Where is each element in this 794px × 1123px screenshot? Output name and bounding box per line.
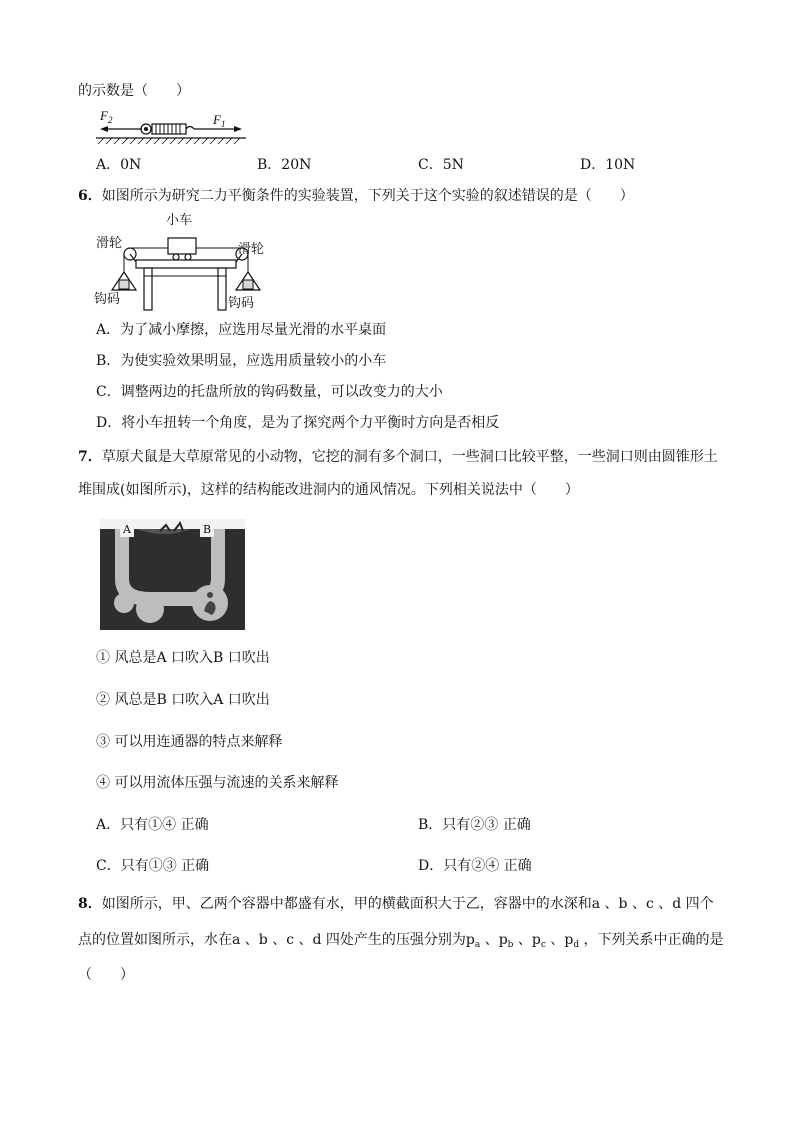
- pulley-right-label: 滑轮: [238, 242, 265, 257]
- weight-right-label: 钩码: [228, 296, 255, 311]
- pulley-left-label: 滑轮: [96, 236, 123, 251]
- q6-option-c: C．调整两边的托盘所放的钩码数量，可以改变力的大小: [96, 384, 443, 400]
- q7-statement-4: ④ 可以用流体压强与流速的关系来解释: [96, 775, 339, 791]
- q8-stem-line2: 点的位置如图所示，水在a 、b 、c 、d 四处产生的压强分别为$p_a$ 、$p_b$ 、$p_c$ 、$p_d$ ，下列关系中正确的是: [78, 932, 724, 950]
- q6-stem: 6．如图所示为研究二力平衡条件的实验装置，下列关于这个实验的叙述错误的是（ ）: [78, 188, 634, 204]
- q7-stem-line1: 7．草原犬鼠是大草原常见的小动物，它挖的洞有多个洞口，一些洞口比较平整，一些洞口则由圆锥形土: [78, 449, 718, 465]
- force-f1-label: $F_1$: [213, 112, 226, 129]
- force-f2-label: $F_2$: [100, 108, 113, 125]
- two-force-balance-figure: [92, 210, 272, 314]
- q8-stem-line3: （ ）: [78, 967, 134, 983]
- q8-stem-line1: 8．如图所示，甲、乙两个容器中都盛有水，甲的横截面积大于乙，容器中的水深和a 、b 、c 、d 四个: [78, 896, 714, 912]
- spring-scale-figure: [96, 108, 248, 144]
- cart-label: 小车: [166, 213, 193, 228]
- prairie-dog-burrow-figure: [100, 519, 245, 630]
- burrow-diagram: [100, 519, 245, 630]
- q7-statement-1: ① 风总是A 口吹入B 口吹出: [96, 650, 270, 666]
- q6-option-b: B．为使实验效果明显，应选用质量较小的小车: [96, 353, 387, 369]
- q5-option-b: B．20N: [257, 157, 312, 173]
- q7-option-c: C．只有①③ 正确: [96, 858, 210, 874]
- q7-statement-3: ③ 可以用连通器的特点来解释: [96, 734, 283, 750]
- q7-statement-2: ② 风总是B 口吹入A 口吹出: [96, 692, 270, 708]
- q6-option-d: D．将小车扭转一个角度，是为了探究两个力平衡时方向是否相反: [96, 415, 500, 431]
- q5-option-a: A．0N: [96, 157, 142, 173]
- q6-option-a: A．为了减小摩擦，应选用尽量光滑的水平桌面: [96, 322, 387, 338]
- q7-stem-line2: 堆围成(如图所示)，这样的结构能改进洞内的通风情况。下列相关说法中（ ）: [78, 482, 579, 498]
- q5-option-d: D．10N: [580, 157, 636, 173]
- q5-stem-tail: 的示数是（ ）: [78, 83, 190, 99]
- hole-a-label: A: [123, 523, 131, 536]
- q7-option-a: A．只有①④ 正确: [96, 817, 209, 833]
- q7-option-b: B．只有②③ 正确: [418, 817, 531, 833]
- hole-b-label: B: [203, 523, 212, 536]
- q7-option-d: D．只有②④ 正确: [418, 858, 532, 874]
- weight-left-label: 钩码: [94, 292, 121, 307]
- q5-option-c: C．5N: [418, 157, 464, 173]
